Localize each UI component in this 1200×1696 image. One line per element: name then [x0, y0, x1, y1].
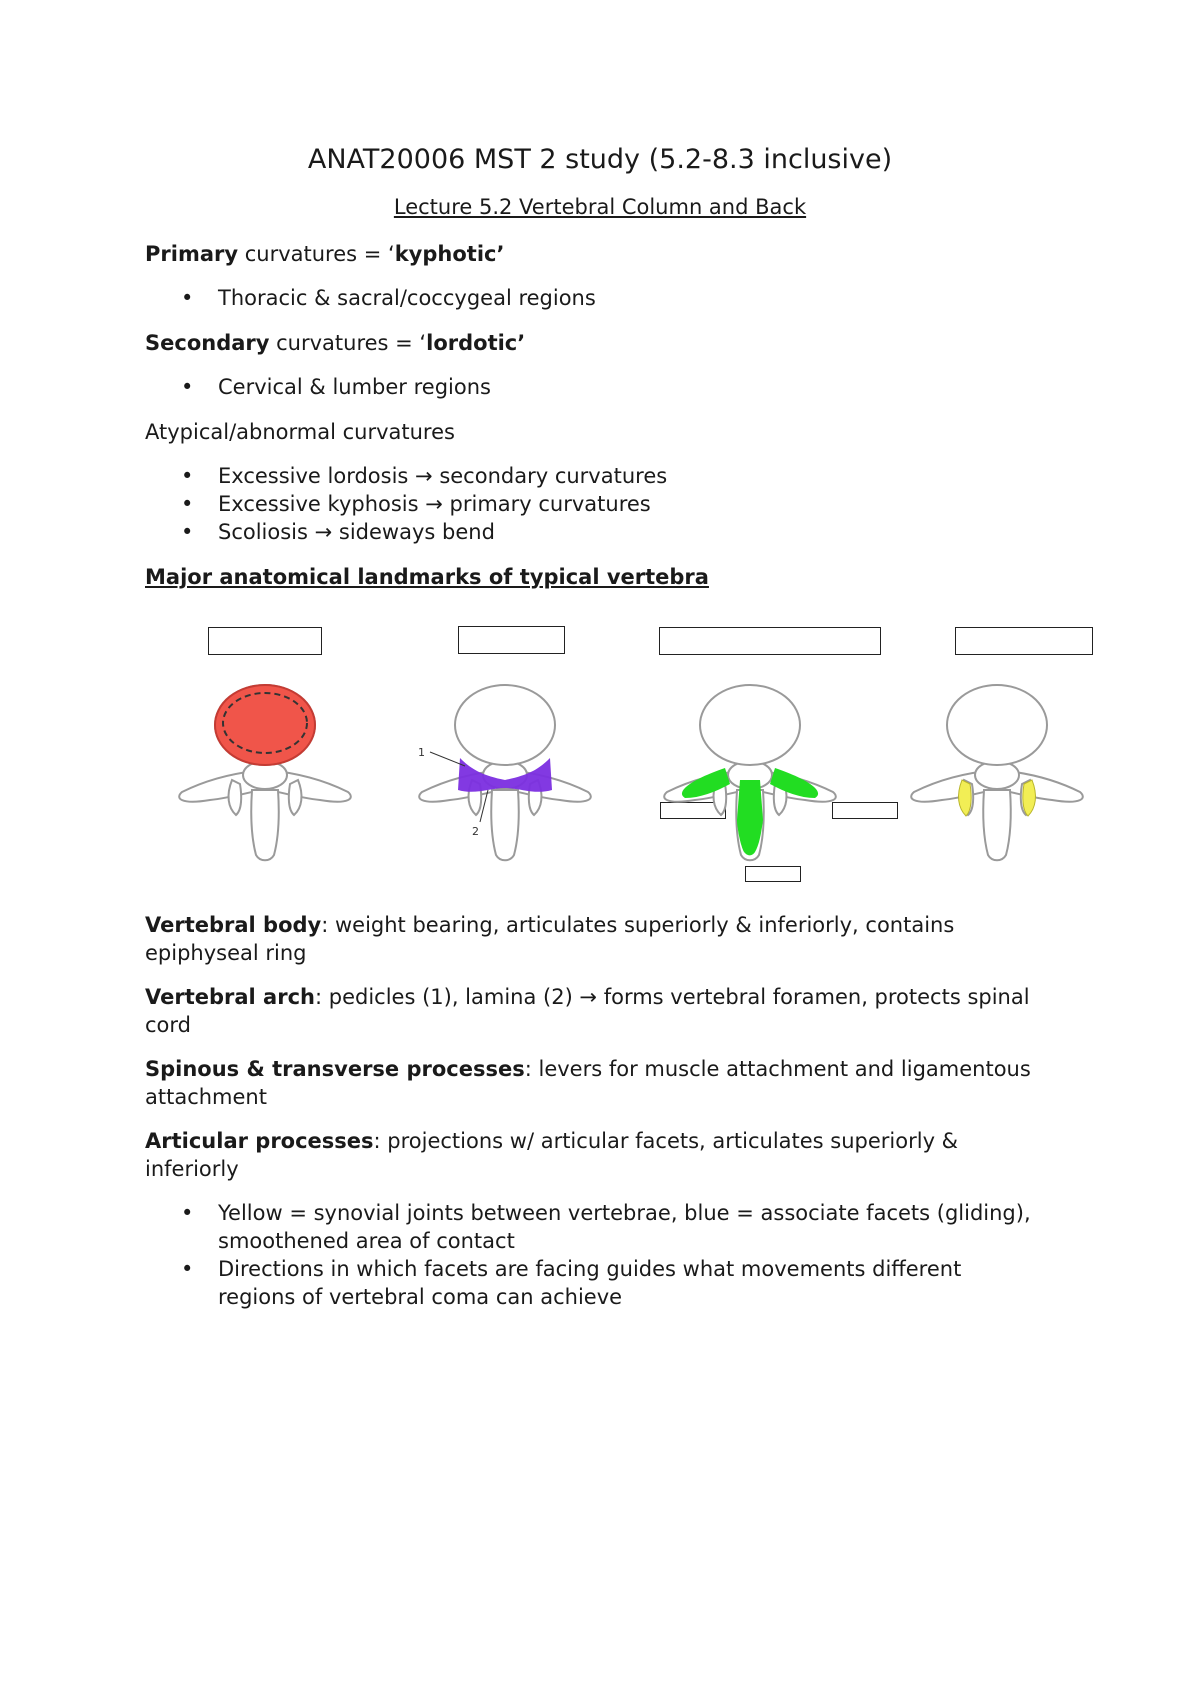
list-item: • Excessive lordosis → secondary curvatures — [145, 462, 1045, 490]
lecture-subtitle: Lecture 5.2 Vertebral Column and Back — [393, 195, 807, 219]
landmarks-heading: Major anatomical landmarks of typical vertebra — [145, 565, 709, 589]
desc-term: Vertebral arch — [145, 985, 315, 1009]
primary-curvature-line — [145, 240, 1045, 268]
desc-text: : pedicles (1), lamina (2) → forms vertebral foramen, protects spinal cord — [145, 985, 1030, 1037]
desc-term: Articular processes — [145, 1129, 374, 1153]
desc-text: : projections w/ articular facets, articulates superiorly & inferiorly — [145, 1129, 959, 1181]
lamina-label: 2 — [472, 825, 479, 838]
secondary-end: ’ — [517, 331, 526, 355]
list-item: • Yellow = synovial joints between vertebrae, blue = associate facets (gliding), smoothened area of contact — [145, 1199, 1045, 1255]
list-item: • Cervical & lumber regions — [145, 373, 1045, 401]
label-box-arch — [458, 626, 565, 654]
primary-term: Primary — [145, 242, 239, 266]
atypical-bullets — [145, 462, 1045, 546]
vertebra-processes-figure — [664, 685, 836, 860]
primary-kind: kyphotic — [394, 242, 497, 266]
desc-vertebral-arch — [145, 983, 1045, 1039]
vertebra-body-figure — [179, 685, 351, 860]
secondary-term: Secondary — [145, 331, 270, 355]
secondary-curvature-line — [145, 329, 1045, 357]
pedicle-label: 1 — [418, 746, 425, 759]
list-item: • Thoracic & sacral/coccygeal regions — [145, 284, 1045, 312]
desc-articular — [145, 1127, 1045, 1183]
vertebra-figures — [150, 670, 1150, 870]
label-box-articular — [955, 627, 1093, 655]
articular-bullets — [145, 1199, 1045, 1311]
primary-end: ’ — [496, 242, 505, 266]
document-title: ANAT20006 MST 2 study (5.2-8.3 inclusive) — [307, 144, 893, 175]
desc-text: : levers for muscle attachment and ligamentous attachment — [145, 1057, 1031, 1109]
desc-term: Spinous & transverse processes — [145, 1057, 525, 1081]
atypical-heading: Atypical/abnormal curvatures — [145, 420, 455, 444]
vertebra-arch-figure — [418, 685, 591, 860]
label-box-body — [208, 627, 322, 655]
list-item: • Scoliosis → sideways bend — [145, 518, 1045, 546]
list-item: • Directions in which facets are facing guides what movements different regions of vertebral coma can achieve — [145, 1255, 1045, 1311]
label-box-processes — [659, 627, 881, 655]
desc-text: : weight bearing, articulates superiorly & inferiorly, contains epiphyseal ring — [145, 913, 955, 965]
secondary-bullets — [145, 373, 1045, 401]
secondary-kind: lordotic — [426, 331, 518, 355]
primary-bullets — [145, 284, 1045, 312]
primary-mid: curvatures = ‘ — [238, 242, 395, 266]
desc-term: Vertebral body — [145, 913, 322, 937]
secondary-mid: curvatures = ‘ — [269, 331, 427, 355]
desc-processes — [145, 1055, 1045, 1111]
vertebra-articular-figure — [911, 685, 1083, 860]
list-item: • Excessive kyphosis → primary curvatures — [145, 490, 1045, 518]
desc-vertebral-body — [145, 911, 1045, 967]
